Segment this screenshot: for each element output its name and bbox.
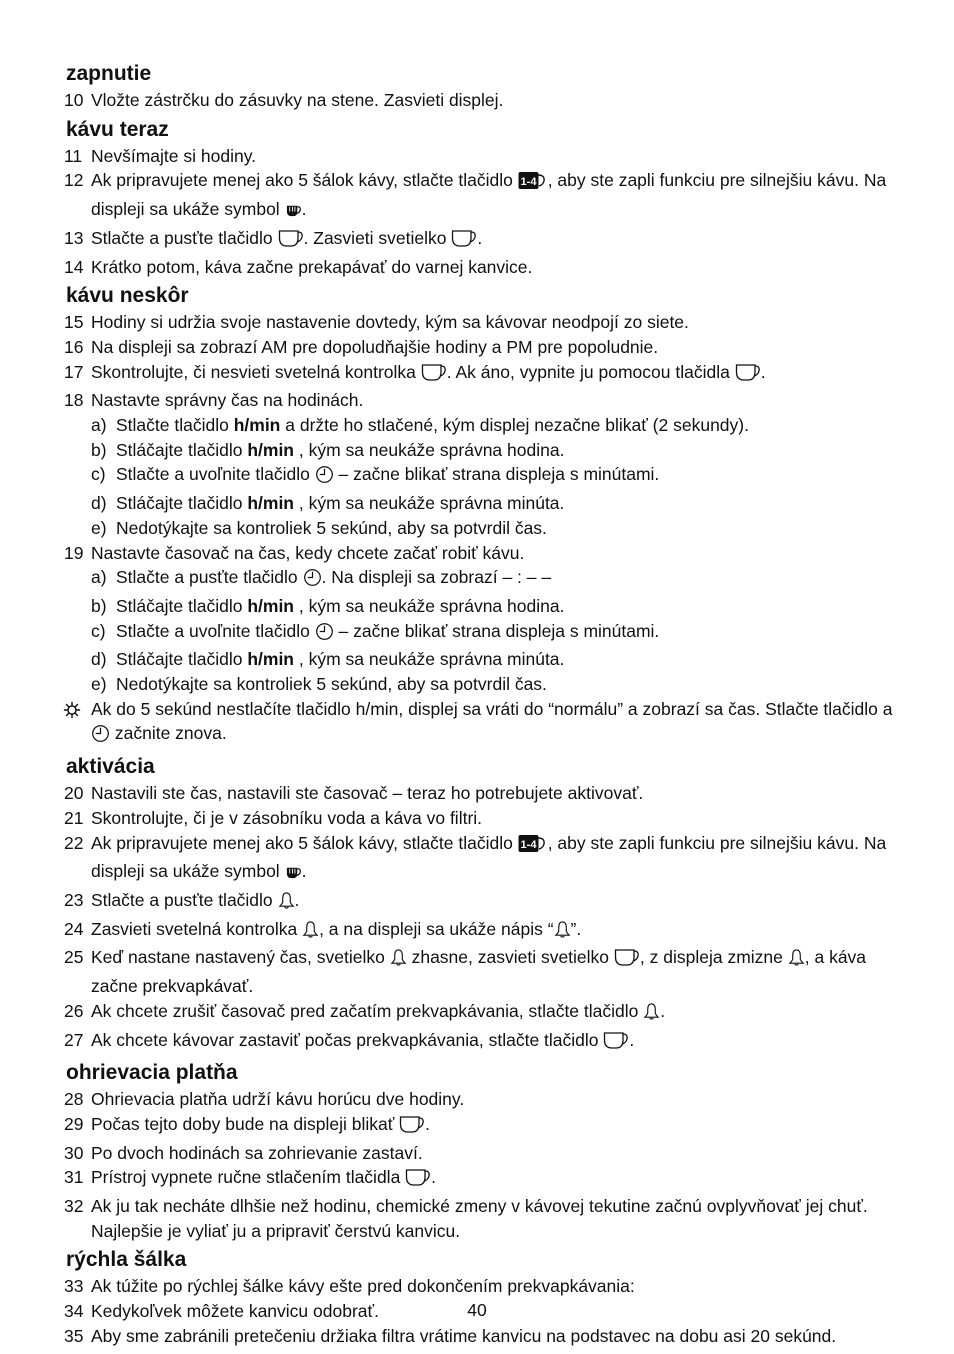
list-item (0, 541, 954, 566)
list-item (0, 1028, 954, 1057)
strong-coffee-icon (285, 201, 302, 226)
sub-item-text: Nedotýkajte sa kontroliek 5 sekúnd, aby sa potvrdil čas. (116, 674, 547, 695)
list-item (0, 945, 954, 998)
page-number: 40 (467, 1300, 487, 1320)
section-heading-ohrievacia-platna: ohrievacia platňa (66, 1061, 238, 1085)
sub-item-letter: a) (91, 567, 107, 588)
strong-coffee-icon (285, 863, 302, 888)
bell-icon (643, 1002, 660, 1028)
list-item (0, 88, 954, 113)
item-text: Skontrolujte, či nesvieti svetelná kontrolka (91, 361, 421, 382)
sub-item-letter: e) (91, 517, 107, 538)
item-text: . Ak áno, vypnite ju pomocou tlačidla (446, 361, 735, 382)
clock-icon (315, 622, 334, 648)
item-text: Ak chcete kávovar zastaviť počas prekvapkávania, stlačte tlačidlo (91, 1029, 604, 1050)
list-item (0, 888, 954, 917)
sub-item-letter: a) (91, 415, 107, 436)
item-text: . (431, 1167, 437, 1188)
item-number: 35 (64, 1325, 84, 1346)
item-number: 34 (64, 1301, 84, 1322)
item-number: 33 (64, 1276, 84, 1297)
sub-item (0, 672, 954, 697)
item-number: 28 (64, 1089, 84, 1110)
item-number: 24 (64, 918, 84, 939)
item-text: Nastavte časovač na čas, kedy chcete začať robiť kávu. (91, 542, 525, 563)
bell-icon (788, 948, 805, 974)
item-text: Zasvieti svetelná kontrolka (91, 918, 303, 939)
bell-icon (554, 920, 571, 946)
list-item (0, 831, 954, 888)
strength-button-icon (518, 171, 548, 197)
item-text: . (294, 889, 300, 910)
sub-item-text: Stlačte a uvoľnite tlačidlo (116, 620, 315, 641)
tip-note (0, 697, 954, 750)
sub-item-text: Stláčajte tlačidlo (116, 649, 248, 670)
cup-icon (278, 228, 304, 255)
item-text: Ak pripravujete menej ako 5 šálok kávy, stlačte tlačidlo (91, 832, 518, 853)
item-number: 31 (64, 1167, 84, 1188)
button-name: h/min (247, 493, 294, 514)
sub-item (0, 491, 954, 516)
item-text: , a na displeji sa ukáže nápis “ (319, 918, 554, 939)
item-text: . (477, 227, 483, 248)
section-heading-aktivacia: aktivácia (66, 755, 155, 779)
item-text: Hodiny si udržia svoje nastavenie dovtedy, kým sa kávovar neodpojí zo siete. (91, 312, 689, 333)
item-number: 15 (64, 312, 84, 333)
cup-icon (451, 228, 477, 255)
sub-item-text: Stlačte tlačidlo (116, 415, 234, 436)
sub-item (0, 565, 954, 594)
item-number: 14 (64, 256, 84, 277)
item-text: Ak ju tak necháte dlhšie než hodinu, chemické zmeny v kávovej tekutine začnú ovplyvňovať jej chuť. Najlepšie je vyliať ju a pripraviť čerstvú kanvicu. (91, 1196, 868, 1241)
item-text: , aby ste zapli funkciu pre silnejšiu kávu. Na displeji sa ukáže symbol (91, 832, 887, 882)
sub-item-text: Stláčajte tlačidlo (116, 493, 248, 514)
list-item (0, 226, 954, 255)
item-text: Ak túžite po rýchlej šálke kávy ešte pred dokončením prekvapkávania: (91, 1276, 635, 1297)
sub-item (0, 516, 954, 541)
sub-item (0, 438, 954, 463)
cup-icon (399, 1114, 425, 1141)
note-text: začnite znova. (110, 723, 227, 744)
item-number: 21 (64, 807, 84, 828)
strength-button-icon (518, 834, 548, 860)
list-item (0, 1112, 954, 1141)
item-text: , z displeja zmizne (639, 947, 788, 968)
item-number: 20 (64, 783, 84, 804)
item-text: Prístroj vypnete ručne stlačením tlačidla (91, 1167, 406, 1188)
item-text: Na displeji sa zobrazí AM pre dopoludňajšie hodiny a PM pre popoludnie. (91, 336, 659, 357)
sub-item-text: Stlačte a uvoľnite tlačidlo (116, 464, 315, 485)
strength-button-label: 1-4 (520, 176, 537, 189)
item-number: 22 (64, 832, 84, 853)
sub-item-text: a držte ho stlačené, kým displej nezačne blikať (2 sekundy). (280, 415, 749, 436)
bell-icon (302, 920, 319, 946)
item-number: 25 (64, 947, 84, 968)
button-name: h/min (247, 649, 294, 670)
clock-icon (315, 465, 334, 491)
section-heading-kavu-teraz: kávu teraz (66, 117, 169, 141)
clock-icon (303, 568, 322, 594)
item-text: zhasne, zasvieti svetielko (406, 947, 614, 968)
list-item (0, 310, 954, 335)
item-text: Ak pripravujete menej ako 5 šálok kávy, stlačte tlačidlo (91, 170, 518, 191)
manual-page (0, 60, 954, 1349)
list-item (0, 144, 954, 169)
sub-item-text: – začne blikať strana displeja s minútami. (333, 620, 660, 641)
sub-item-letter: e) (91, 674, 107, 695)
list-item (0, 1194, 954, 1243)
item-text: , aby ste zapli funkciu pre silnejšiu kávu. Na displeji sa ukáže symbol (91, 170, 887, 220)
item-number: 30 (64, 1142, 84, 1163)
list-item (0, 917, 954, 946)
sub-item-text: , kým sa neukáže správna hodina. (294, 595, 565, 616)
clock-icon (91, 724, 110, 750)
sub-item-text: Stlačte a pusťte tlačidlo (116, 567, 303, 588)
item-number: 29 (64, 1113, 84, 1134)
item-text: Krátko potom, káva začne prekapávať do varnej kanvice. (91, 256, 533, 277)
item-number: 18 (64, 390, 84, 411)
list-item (0, 1141, 954, 1166)
section-heading-kavu-neskor: kávu neskôr (66, 284, 189, 308)
item-text: Stlačte a pusťte tlačidlo (91, 889, 278, 910)
sub-item-letter: c) (91, 464, 106, 485)
sub-item-letter: b) (91, 439, 107, 460)
cup-icon (603, 1030, 629, 1057)
item-text: ”. (570, 918, 582, 939)
item-number: 12 (64, 170, 84, 191)
list-item (0, 1274, 954, 1299)
item-number: 11 (64, 145, 83, 166)
sub-item-text: Stláčajte tlačidlo (116, 439, 248, 460)
list-item (0, 1087, 954, 1112)
button-name: h/min (247, 439, 294, 460)
item-text: . (760, 361, 766, 382)
cup-icon (405, 1167, 431, 1194)
sub-item (0, 619, 954, 648)
sub-item-letter: c) (91, 620, 106, 641)
item-text: Po dvoch hodinách sa zohrievanie zastaví. (91, 1142, 423, 1163)
list-item (0, 806, 954, 831)
bell-icon (278, 891, 295, 917)
item-text: . (629, 1029, 635, 1050)
button-name: h/min (233, 415, 281, 436)
list-item (0, 335, 954, 360)
list-item (0, 168, 954, 225)
sub-item-text: , kým sa neukáže správna minúta. (294, 493, 565, 514)
button-name: h/min (247, 595, 294, 616)
cup-icon (614, 947, 640, 974)
item-text: Nastavte správny čas na hodinách. (91, 390, 364, 411)
tip-star-icon (63, 701, 81, 719)
item-text: Ohrievacia platňa udrží kávu horúcu dve hodiny. (91, 1089, 465, 1110)
bell-icon (390, 948, 407, 974)
sub-item (0, 413, 954, 438)
item-number: 19 (64, 542, 84, 563)
list-item (0, 388, 954, 413)
item-text: . (425, 1113, 431, 1134)
item-text: . (301, 199, 307, 220)
item-text: Aby sme zabránili pretečeniu držiaka filtra vrátime kanvicu na podstavec na dobu asi 20 sekúnd. (91, 1325, 837, 1346)
list-item (0, 255, 954, 280)
item-text: Kedykoľvek môžete kanvicu odobrať. (91, 1301, 379, 1322)
item-number: 17 (64, 361, 84, 382)
item-number: 26 (64, 1000, 84, 1021)
item-text: Skontrolujte, či je v zásobníku voda a káva vo filtri. (91, 807, 483, 828)
item-number: 13 (64, 227, 84, 248)
sub-item-text: Nedotýkajte sa kontroliek 5 sekúnd, aby sa potvrdil čas. (116, 517, 547, 538)
item-text: . (660, 1000, 666, 1021)
item-number: 27 (64, 1029, 84, 1050)
item-number: 32 (64, 1196, 84, 1217)
sub-item-text: , kým sa neukáže správna hodina. (294, 439, 565, 460)
list-item (0, 360, 954, 389)
note-text: Ak do 5 sekúnd nestlačíte tlačidlo h/min, displej sa vráti do “normálu” a zobrazí sa čas. Stlačte tlačidlo a (91, 698, 893, 719)
sub-item (0, 594, 954, 619)
item-number: 16 (64, 336, 84, 357)
item-text: Počas tejto doby bude na displeji blikať (91, 1113, 400, 1134)
item-text: Stlačte a pusťte tlačidlo (91, 227, 278, 248)
item-text: Nastavili ste čas, nastavili ste časovač – teraz ho potrebujete aktivovať. (91, 783, 644, 804)
sub-item (0, 647, 954, 672)
section-heading-zapnutie: zapnutie (66, 62, 152, 85)
item-number: 23 (64, 889, 84, 910)
item-text: Nevšímajte si hodiny. (91, 145, 257, 166)
strength-button-label: 1-4 (520, 838, 537, 851)
sub-item-text: Stláčajte tlačidlo (116, 595, 248, 616)
item-text: Keď nastane nastavený čas, svetielko (91, 947, 390, 968)
item-number: 10 (64, 90, 84, 110)
item-text: Vložte zástrčku do zásuvky na stene. Zasvieti displej. (91, 90, 504, 110)
sub-item-text: , kým sa neukáže správna minúta. (294, 649, 565, 670)
sub-item (0, 462, 954, 491)
item-text: . Zasvieti svetielko (303, 227, 452, 248)
item-text: . (301, 861, 307, 882)
list-item (0, 1165, 954, 1194)
sub-item-letter: d) (91, 493, 107, 514)
sub-item-text: – začne blikať strana displeja s minútami. (333, 464, 660, 485)
cup-icon (735, 362, 761, 389)
item-text: , a káva začne prekvapkávať. (91, 947, 867, 997)
sub-item-text: . Na displeji sa zobrazí – : – – (321, 567, 552, 588)
section-heading-rychla-salka: rýchla šálka (66, 1248, 187, 1272)
list-item (0, 781, 954, 806)
sub-item-letter: b) (91, 595, 107, 616)
sub-item-letter: d) (91, 649, 107, 670)
item-text: Ak chcete zrušiť časovač pred začatím prekvapkávania, stlačte tlačidlo (91, 1000, 644, 1021)
list-item (0, 1324, 954, 1349)
list-item (0, 999, 954, 1028)
cup-icon (421, 362, 447, 389)
